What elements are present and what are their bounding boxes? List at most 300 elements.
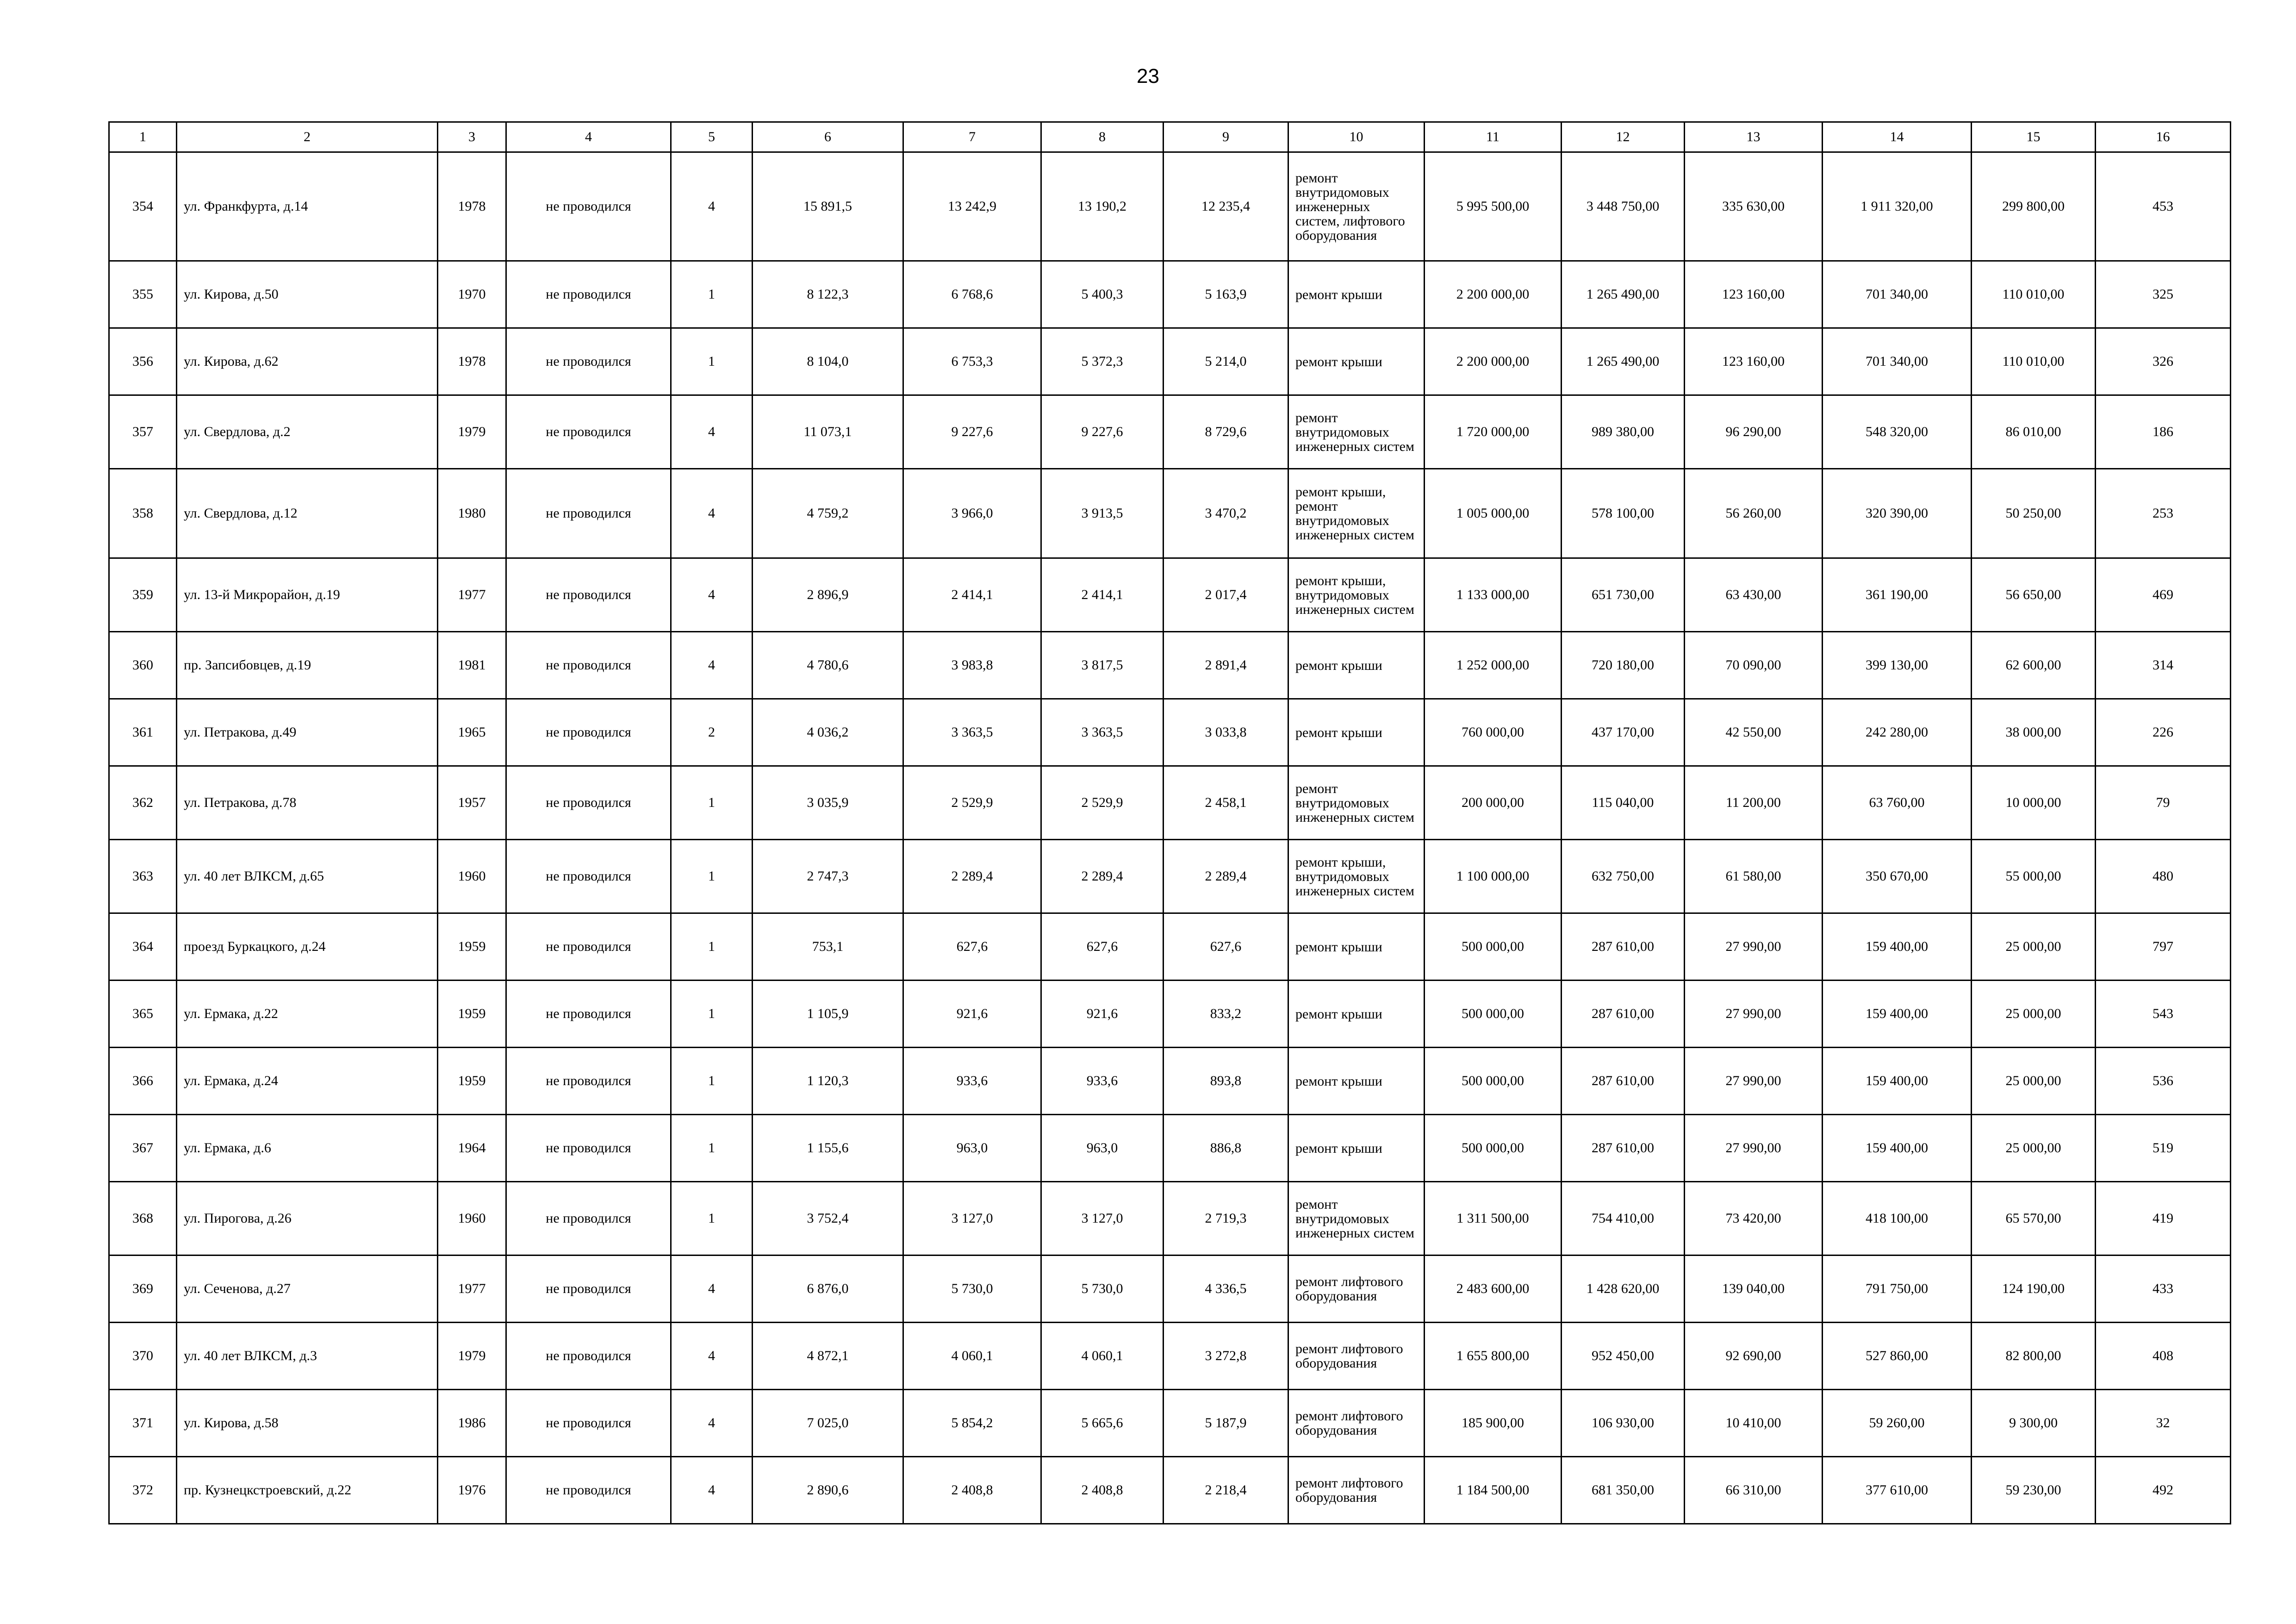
repair-type-cell: ремонт крыши, ремонт внутридомовых инженерных систем xyxy=(1288,469,1425,558)
fund-cost-cell: 115 040,00 xyxy=(1562,766,1685,840)
address-cell: пр. Запсибовцев, д.19 xyxy=(177,632,438,699)
row-number-cell: 368 xyxy=(109,1182,177,1255)
address-cell: ул. Петракова, д.49 xyxy=(177,699,438,766)
residential-area-cell: 5 372,3 xyxy=(1041,328,1164,395)
regional-budget-cost-cell: 335 630,00 xyxy=(1685,152,1823,261)
queue-number-cell: 408 xyxy=(2096,1323,2231,1390)
privatized-area-cell: 2 458,1 xyxy=(1164,766,1288,840)
build-year-cell: 1960 xyxy=(438,1182,506,1255)
total-cost-cell: 1 005 000,00 xyxy=(1425,469,1562,558)
queue-number-cell: 433 xyxy=(2096,1255,2231,1323)
build-year-cell: 1959 xyxy=(438,1048,506,1115)
table-row xyxy=(109,261,2231,328)
repair-type-cell: ремонт лифтового оборудования xyxy=(1288,1255,1425,1323)
page-number: 23 xyxy=(1137,65,1159,87)
last-repair-cell: не проводился xyxy=(506,152,671,261)
build-year-cell: 1959 xyxy=(438,981,506,1048)
privatized-area-cell: 5 187,9 xyxy=(1164,1390,1288,1457)
address-cell: ул. 40 лет ВЛКСМ, д.3 xyxy=(177,1323,438,1390)
build-year-cell: 1980 xyxy=(438,469,506,558)
wall-material-cell: 4 xyxy=(671,1390,753,1457)
total-area-cell: 753,1 xyxy=(753,913,903,981)
table-row xyxy=(109,981,2231,1048)
row-number-cell: 358 xyxy=(109,469,177,558)
regional-budget-cost-cell: 27 990,00 xyxy=(1685,981,1823,1048)
row-number-cell: 362 xyxy=(109,766,177,840)
total-cost-cell: 1 252 000,00 xyxy=(1425,632,1562,699)
local-budget-cost-cell: 548 320,00 xyxy=(1823,395,1972,469)
residential-area-cell: 921,6 xyxy=(1041,981,1164,1048)
fund-cost-cell: 287 610,00 xyxy=(1562,1115,1685,1182)
last-repair-cell: не проводился xyxy=(506,1182,671,1255)
living-area-cell: 921,6 xyxy=(903,981,1041,1048)
owners-cost-cell: 124 190,00 xyxy=(1972,1255,2096,1323)
last-repair-cell: не проводился xyxy=(506,261,671,328)
address-cell: ул. 40 лет ВЛКСМ, д.65 xyxy=(177,840,438,913)
address-cell: ул. Кирова, д.58 xyxy=(177,1390,438,1457)
build-year-cell: 1978 xyxy=(438,328,506,395)
living-area-cell: 9 227,6 xyxy=(903,395,1041,469)
last-repair-cell: не проводился xyxy=(506,840,671,913)
last-repair-cell: не проводился xyxy=(506,766,671,840)
regional-budget-cost-cell: 139 040,00 xyxy=(1685,1255,1823,1323)
build-year-cell: 1979 xyxy=(438,1323,506,1390)
local-budget-cost-cell: 701 340,00 xyxy=(1823,328,1972,395)
living-area-cell: 6 768,6 xyxy=(903,261,1041,328)
privatized-area-cell: 2 289,4 xyxy=(1164,840,1288,913)
column-header: 3 xyxy=(438,122,506,152)
table-row xyxy=(109,1048,2231,1115)
owners-cost-cell: 82 800,00 xyxy=(1972,1323,2096,1390)
living-area-cell: 3 363,5 xyxy=(903,699,1041,766)
address-cell: ул. Пирогова, д.26 xyxy=(177,1182,438,1255)
address-cell: ул. Сеченова, д.27 xyxy=(177,1255,438,1323)
owners-cost-cell: 55 000,00 xyxy=(1972,840,2096,913)
wall-material-cell: 4 xyxy=(671,1323,753,1390)
total-cost-cell: 1 311 500,00 xyxy=(1425,1182,1562,1255)
privatized-area-cell: 3 470,2 xyxy=(1164,469,1288,558)
total-area-cell: 1 120,3 xyxy=(753,1048,903,1115)
column-header: 5 xyxy=(671,122,753,152)
build-year-cell: 1979 xyxy=(438,395,506,469)
residential-area-cell: 5 665,6 xyxy=(1041,1390,1164,1457)
table-row xyxy=(109,1323,2231,1390)
wall-material-cell: 1 xyxy=(671,981,753,1048)
residential-area-cell: 3 817,5 xyxy=(1041,632,1164,699)
total-area-cell: 3 035,9 xyxy=(753,766,903,840)
living-area-cell: 2 289,4 xyxy=(903,840,1041,913)
wall-material-cell: 4 xyxy=(671,632,753,699)
table-row xyxy=(109,1115,2231,1182)
table-row xyxy=(109,766,2231,840)
address-cell: ул. Франкфурта, д.14 xyxy=(177,152,438,261)
living-area-cell: 933,6 xyxy=(903,1048,1041,1115)
owners-cost-cell: 38 000,00 xyxy=(1972,699,2096,766)
total-area-cell: 1 105,9 xyxy=(753,981,903,1048)
row-number-cell: 366 xyxy=(109,1048,177,1115)
living-area-cell: 3 966,0 xyxy=(903,469,1041,558)
build-year-cell: 1964 xyxy=(438,1115,506,1182)
regional-budget-cost-cell: 27 990,00 xyxy=(1685,913,1823,981)
wall-material-cell: 1 xyxy=(671,328,753,395)
total-cost-cell: 1 133 000,00 xyxy=(1425,558,1562,632)
privatized-area-cell: 3 033,8 xyxy=(1164,699,1288,766)
repair-type-cell: ремонт крыши, внутридомовых инженерных систем xyxy=(1288,558,1425,632)
address-cell: ул. Петракова, д.78 xyxy=(177,766,438,840)
queue-number-cell: 314 xyxy=(2096,632,2231,699)
address-cell: ул. Ермака, д.24 xyxy=(177,1048,438,1115)
residential-area-cell: 933,6 xyxy=(1041,1048,1164,1115)
wall-material-cell: 2 xyxy=(671,699,753,766)
total-area-cell: 6 876,0 xyxy=(753,1255,903,1323)
repair-type-cell: ремонт крыши xyxy=(1288,981,1425,1048)
residential-area-cell: 4 060,1 xyxy=(1041,1323,1164,1390)
total-area-cell: 4 759,2 xyxy=(753,469,903,558)
repair-type-cell: ремонт лифтового оборудования xyxy=(1288,1323,1425,1390)
regional-budget-cost-cell: 73 420,00 xyxy=(1685,1182,1823,1255)
column-header: 16 xyxy=(2096,122,2231,152)
local-budget-cost-cell: 242 280,00 xyxy=(1823,699,1972,766)
queue-number-cell: 226 xyxy=(2096,699,2231,766)
row-number-cell: 360 xyxy=(109,632,177,699)
last-repair-cell: не проводился xyxy=(506,1457,671,1524)
queue-number-cell: 419 xyxy=(2096,1182,2231,1255)
address-cell: проезд Буркацкого, д.24 xyxy=(177,913,438,981)
repair-type-cell: ремонт внутридомовых инженерных систем, лифтового оборудования xyxy=(1288,152,1425,261)
repair-type-cell: ремонт лифтового оборудования xyxy=(1288,1457,1425,1524)
local-budget-cost-cell: 791 750,00 xyxy=(1823,1255,1972,1323)
queue-number-cell: 253 xyxy=(2096,469,2231,558)
table-row xyxy=(109,699,2231,766)
owners-cost-cell: 25 000,00 xyxy=(1972,913,2096,981)
row-number-cell: 356 xyxy=(109,328,177,395)
row-number-cell: 354 xyxy=(109,152,177,261)
column-header: 6 xyxy=(753,122,903,152)
local-budget-cost-cell: 320 390,00 xyxy=(1823,469,1972,558)
total-cost-cell: 1 100 000,00 xyxy=(1425,840,1562,913)
total-cost-cell: 500 000,00 xyxy=(1425,981,1562,1048)
row-number-cell: 364 xyxy=(109,913,177,981)
total-cost-cell: 500 000,00 xyxy=(1425,1115,1562,1182)
total-area-cell: 8 104,0 xyxy=(753,328,903,395)
queue-number-cell: 453 xyxy=(2096,152,2231,261)
living-area-cell: 3 127,0 xyxy=(903,1182,1041,1255)
wall-material-cell: 4 xyxy=(671,469,753,558)
regional-budget-cost-cell: 70 090,00 xyxy=(1685,632,1823,699)
repair-type-cell: ремонт крыши xyxy=(1288,328,1425,395)
repair-type-cell: ремонт крыши xyxy=(1288,1115,1425,1182)
residential-area-cell: 3 913,5 xyxy=(1041,469,1164,558)
total-area-cell: 2 747,3 xyxy=(753,840,903,913)
address-cell: ул. Кирова, д.50 xyxy=(177,261,438,328)
column-header: 8 xyxy=(1041,122,1164,152)
queue-number-cell: 79 xyxy=(2096,766,2231,840)
residential-area-cell: 3 363,5 xyxy=(1041,699,1164,766)
privatized-area-cell: 833,2 xyxy=(1164,981,1288,1048)
column-header: 4 xyxy=(506,122,671,152)
local-budget-cost-cell: 159 400,00 xyxy=(1823,913,1972,981)
privatized-area-cell: 8 729,6 xyxy=(1164,395,1288,469)
address-cell: ул. Свердлова, д.12 xyxy=(177,469,438,558)
total-area-cell: 4 872,1 xyxy=(753,1323,903,1390)
wall-material-cell: 4 xyxy=(671,395,753,469)
privatized-area-cell: 5 214,0 xyxy=(1164,328,1288,395)
total-cost-cell: 2 200 000,00 xyxy=(1425,328,1562,395)
total-area-cell: 1 155,6 xyxy=(753,1115,903,1182)
residential-area-cell: 9 227,6 xyxy=(1041,395,1164,469)
table-row xyxy=(109,840,2231,913)
wall-material-cell: 1 xyxy=(671,840,753,913)
wall-material-cell: 1 xyxy=(671,1048,753,1115)
queue-number-cell: 186 xyxy=(2096,395,2231,469)
residential-area-cell: 5 730,0 xyxy=(1041,1255,1164,1323)
repair-type-cell: ремонт внутридомовых инженерных систем xyxy=(1288,395,1425,469)
local-budget-cost-cell: 361 190,00 xyxy=(1823,558,1972,632)
privatized-area-cell: 12 235,4 xyxy=(1164,152,1288,261)
residential-area-cell: 2 289,4 xyxy=(1041,840,1164,913)
owners-cost-cell: 65 570,00 xyxy=(1972,1182,2096,1255)
total-area-cell: 2 896,9 xyxy=(753,558,903,632)
local-budget-cost-cell: 701 340,00 xyxy=(1823,261,1972,328)
wall-material-cell: 1 xyxy=(671,766,753,840)
privatized-area-cell: 2 218,4 xyxy=(1164,1457,1288,1524)
build-year-cell: 1986 xyxy=(438,1390,506,1457)
repair-type-cell: ремонт внутридомовых инженерных систем xyxy=(1288,1182,1425,1255)
column-number-header xyxy=(109,122,2231,152)
queue-number-cell: 543 xyxy=(2096,981,2231,1048)
column-header: 1 xyxy=(109,122,177,152)
total-cost-cell: 200 000,00 xyxy=(1425,766,1562,840)
fund-cost-cell: 1 428 620,00 xyxy=(1562,1255,1685,1323)
column-header: 15 xyxy=(1972,122,2096,152)
owners-cost-cell: 110 010,00 xyxy=(1972,328,2096,395)
total-area-cell: 2 890,6 xyxy=(753,1457,903,1524)
table-row xyxy=(109,1182,2231,1255)
local-budget-cost-cell: 159 400,00 xyxy=(1823,981,1972,1048)
residential-area-cell: 2 414,1 xyxy=(1041,558,1164,632)
owners-cost-cell: 86 010,00 xyxy=(1972,395,2096,469)
row-number-cell: 361 xyxy=(109,699,177,766)
address-cell: ул. Ермака, д.22 xyxy=(177,981,438,1048)
local-budget-cost-cell: 418 100,00 xyxy=(1823,1182,1972,1255)
repair-type-cell: ремонт крыши xyxy=(1288,913,1425,981)
local-budget-cost-cell: 1 911 320,00 xyxy=(1823,152,1972,261)
table-row xyxy=(109,152,2231,261)
last-repair-cell: не проводился xyxy=(506,558,671,632)
living-area-cell: 3 983,8 xyxy=(903,632,1041,699)
privatized-area-cell: 4 336,5 xyxy=(1164,1255,1288,1323)
residential-area-cell: 2 408,8 xyxy=(1041,1457,1164,1524)
build-year-cell: 1965 xyxy=(438,699,506,766)
total-area-cell: 3 752,4 xyxy=(753,1182,903,1255)
table-row xyxy=(109,395,2231,469)
queue-number-cell: 797 xyxy=(2096,913,2231,981)
regional-budget-cost-cell: 27 990,00 xyxy=(1685,1115,1823,1182)
total-cost-cell: 2 483 600,00 xyxy=(1425,1255,1562,1323)
privatized-area-cell: 5 163,9 xyxy=(1164,261,1288,328)
owners-cost-cell: 10 000,00 xyxy=(1972,766,2096,840)
last-repair-cell: не проводился xyxy=(506,699,671,766)
last-repair-cell: не проводился xyxy=(506,1323,671,1390)
total-cost-cell: 1 184 500,00 xyxy=(1425,1457,1562,1524)
last-repair-cell: не проводился xyxy=(506,1048,671,1115)
address-cell: ул. Свердлова, д.2 xyxy=(177,395,438,469)
total-cost-cell: 5 995 500,00 xyxy=(1425,152,1562,261)
repair-type-cell: ремонт крыши xyxy=(1288,632,1425,699)
queue-number-cell: 469 xyxy=(2096,558,2231,632)
column-header: 12 xyxy=(1562,122,1685,152)
living-area-cell: 5 730,0 xyxy=(903,1255,1041,1323)
residential-area-cell: 627,6 xyxy=(1041,913,1164,981)
row-number-cell: 372 xyxy=(109,1457,177,1524)
owners-cost-cell: 62 600,00 xyxy=(1972,632,2096,699)
row-number-cell: 370 xyxy=(109,1323,177,1390)
wall-material-cell: 1 xyxy=(671,1182,753,1255)
repair-type-cell: ремонт внутридомовых инженерных систем xyxy=(1288,766,1425,840)
build-year-cell: 1957 xyxy=(438,766,506,840)
build-year-cell: 1977 xyxy=(438,1255,506,1323)
build-year-cell: 1970 xyxy=(438,261,506,328)
owners-cost-cell: 25 000,00 xyxy=(1972,1048,2096,1115)
local-budget-cost-cell: 159 400,00 xyxy=(1823,1115,1972,1182)
total-cost-cell: 500 000,00 xyxy=(1425,913,1562,981)
residential-area-cell: 3 127,0 xyxy=(1041,1182,1164,1255)
local-budget-cost-cell: 350 670,00 xyxy=(1823,840,1972,913)
fund-cost-cell: 952 450,00 xyxy=(1562,1323,1685,1390)
table-row xyxy=(109,1255,2231,1323)
total-cost-cell: 1 720 000,00 xyxy=(1425,395,1562,469)
fund-cost-cell: 651 730,00 xyxy=(1562,558,1685,632)
wall-material-cell: 4 xyxy=(671,1255,753,1323)
fund-cost-cell: 287 610,00 xyxy=(1562,1048,1685,1115)
queue-number-cell: 32 xyxy=(2096,1390,2231,1457)
fund-cost-cell: 1 265 490,00 xyxy=(1562,261,1685,328)
total-cost-cell: 185 900,00 xyxy=(1425,1390,1562,1457)
queue-number-cell: 326 xyxy=(2096,328,2231,395)
fund-cost-cell: 287 610,00 xyxy=(1562,913,1685,981)
total-area-cell: 11 073,1 xyxy=(753,395,903,469)
repair-type-cell: ремонт лифтового оборудования xyxy=(1288,1390,1425,1457)
column-header: 2 xyxy=(177,122,438,152)
privatized-area-cell: 627,6 xyxy=(1164,913,1288,981)
local-budget-cost-cell: 527 860,00 xyxy=(1823,1323,1972,1390)
fund-cost-cell: 1 265 490,00 xyxy=(1562,328,1685,395)
address-cell: пр. Кузнецкстроевский, д.22 xyxy=(177,1457,438,1524)
living-area-cell: 6 753,3 xyxy=(903,328,1041,395)
row-number-cell: 357 xyxy=(109,395,177,469)
column-header: 11 xyxy=(1425,122,1562,152)
residential-area-cell: 5 400,3 xyxy=(1041,261,1164,328)
privatized-area-cell: 2 017,4 xyxy=(1164,558,1288,632)
last-repair-cell: не проводился xyxy=(506,1115,671,1182)
queue-number-cell: 536 xyxy=(2096,1048,2231,1115)
owners-cost-cell: 299 800,00 xyxy=(1972,152,2096,261)
fund-cost-cell: 578 100,00 xyxy=(1562,469,1685,558)
fund-cost-cell: 287 610,00 xyxy=(1562,981,1685,1048)
row-number-cell: 365 xyxy=(109,981,177,1048)
privatized-area-cell: 2 719,3 xyxy=(1164,1182,1288,1255)
living-area-cell: 13 242,9 xyxy=(903,152,1041,261)
fund-cost-cell: 437 170,00 xyxy=(1562,699,1685,766)
owners-cost-cell: 9 300,00 xyxy=(1972,1390,2096,1457)
living-area-cell: 963,0 xyxy=(903,1115,1041,1182)
queue-number-cell: 480 xyxy=(2096,840,2231,913)
living-area-cell: 2 408,8 xyxy=(903,1457,1041,1524)
last-repair-cell: не проводился xyxy=(506,632,671,699)
build-year-cell: 1959 xyxy=(438,913,506,981)
total-cost-cell: 1 655 800,00 xyxy=(1425,1323,1562,1390)
regional-budget-cost-cell: 10 410,00 xyxy=(1685,1390,1823,1457)
table-row xyxy=(109,558,2231,632)
owners-cost-cell: 110 010,00 xyxy=(1972,261,2096,328)
fund-cost-cell: 754 410,00 xyxy=(1562,1182,1685,1255)
regional-budget-cost-cell: 42 550,00 xyxy=(1685,699,1823,766)
residential-area-cell: 2 529,9 xyxy=(1041,766,1164,840)
repair-type-cell: ремонт крыши xyxy=(1288,699,1425,766)
local-budget-cost-cell: 59 260,00 xyxy=(1823,1390,1972,1457)
living-area-cell: 5 854,2 xyxy=(903,1390,1041,1457)
build-year-cell: 1981 xyxy=(438,632,506,699)
repair-type-cell: ремонт крыши xyxy=(1288,261,1425,328)
fund-cost-cell: 632 750,00 xyxy=(1562,840,1685,913)
wall-material-cell: 4 xyxy=(671,152,753,261)
wall-material-cell: 1 xyxy=(671,1115,753,1182)
table-row xyxy=(109,1457,2231,1524)
total-cost-cell: 2 200 000,00 xyxy=(1425,261,1562,328)
repair-type-cell: ремонт крыши xyxy=(1288,1048,1425,1115)
regional-budget-cost-cell: 96 290,00 xyxy=(1685,395,1823,469)
regional-budget-cost-cell: 56 260,00 xyxy=(1685,469,1823,558)
total-cost-cell: 500 000,00 xyxy=(1425,1048,1562,1115)
table-body xyxy=(109,152,2231,1524)
fund-cost-cell: 681 350,00 xyxy=(1562,1457,1685,1524)
regional-budget-cost-cell: 123 160,00 xyxy=(1685,261,1823,328)
wall-material-cell: 4 xyxy=(671,558,753,632)
privatized-area-cell: 893,8 xyxy=(1164,1048,1288,1115)
last-repair-cell: не проводился xyxy=(506,469,671,558)
wall-material-cell: 1 xyxy=(671,913,753,981)
regional-budget-cost-cell: 66 310,00 xyxy=(1685,1457,1823,1524)
local-budget-cost-cell: 399 130,00 xyxy=(1823,632,1972,699)
privatized-area-cell: 2 891,4 xyxy=(1164,632,1288,699)
owners-cost-cell: 56 650,00 xyxy=(1972,558,2096,632)
regional-budget-cost-cell: 123 160,00 xyxy=(1685,328,1823,395)
row-number-cell: 359 xyxy=(109,558,177,632)
queue-number-cell: 519 xyxy=(2096,1115,2231,1182)
last-repair-cell: не проводился xyxy=(506,395,671,469)
table-row xyxy=(109,469,2231,558)
total-area-cell: 4 036,2 xyxy=(753,699,903,766)
column-header: 7 xyxy=(903,122,1041,152)
build-year-cell: 1978 xyxy=(438,152,506,261)
total-area-cell: 4 780,6 xyxy=(753,632,903,699)
repair-register-table xyxy=(108,121,2231,1524)
local-budget-cost-cell: 377 610,00 xyxy=(1823,1457,1972,1524)
privatized-area-cell: 3 272,8 xyxy=(1164,1323,1288,1390)
table-row xyxy=(109,328,2231,395)
total-area-cell: 8 122,3 xyxy=(753,261,903,328)
residential-area-cell: 13 190,2 xyxy=(1041,152,1164,261)
row-number-cell: 355 xyxy=(109,261,177,328)
build-year-cell: 1976 xyxy=(438,1457,506,1524)
living-area-cell: 627,6 xyxy=(903,913,1041,981)
local-budget-cost-cell: 159 400,00 xyxy=(1823,1048,1972,1115)
queue-number-cell: 492 xyxy=(2096,1457,2231,1524)
fund-cost-cell: 989 380,00 xyxy=(1562,395,1685,469)
regional-budget-cost-cell: 92 690,00 xyxy=(1685,1323,1823,1390)
living-area-cell: 2 529,9 xyxy=(903,766,1041,840)
owners-cost-cell: 25 000,00 xyxy=(1972,981,2096,1048)
